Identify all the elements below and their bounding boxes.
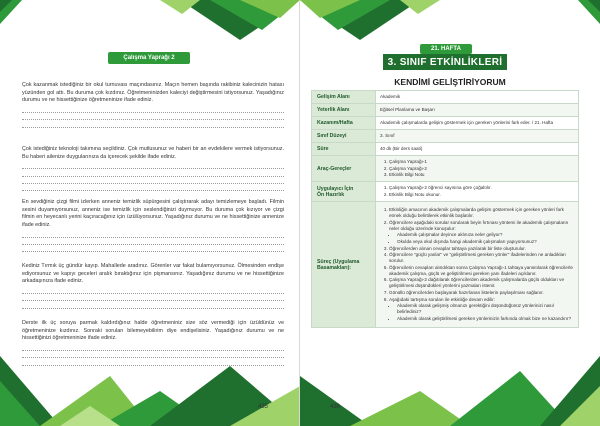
- scenario-text: Çok istediğiniz teknoloji takımına seçildiniz. Çok mutlusunuz ve haberi bir an evdekilere vermek istiyorsunuz. Bu haberi ailenize duygularınıza da içerecek şekilde ifade ediniz.: [22, 146, 284, 160]
- table-row: [312, 143, 579, 156]
- row-label: Süre: [312, 143, 376, 156]
- row-label-line: Basamakları):: [317, 264, 352, 271]
- activity-info-table: [311, 90, 579, 328]
- sub-question: • Akademik olarak geliştirilmesi gereken yönlerinizin farkında olmak bize ne kazandırır?: [397, 316, 574, 322]
- table-row: [312, 202, 579, 328]
- row-label-line: Süreç (Uygulama: [317, 258, 360, 265]
- list-item: 1. Çalışma Yaprağı-1: [389, 159, 574, 165]
- bottom-triangle-decoration: [0, 336, 300, 426]
- worksheet-badge: Çalışma Yaprağı 2: [108, 52, 190, 64]
- row-label: [312, 202, 376, 328]
- list-item: 2. Çalışma Yaprağı-2: [389, 166, 574, 172]
- scenario-text: Kediniz Tırmık üç gündür kayıp. Mahallede aradınız. Görenler var fakat bulamıyorsunuz. Ölmesinden endişe ediyorsunuz ve kapıyı geceleri aralık bıraktığınız için pişmansınız. Yaşadığınız durumu ve ne hissettiğinize arkadaşınıza ifade ediniz.: [22, 263, 284, 285]
- scenario-text: En sevdiğiniz çizgi filmi izlerken anneniz temizlik süpürgesini çalıştırarak adayı temizlemeye başladı. Filmin sesini duyamıyorsunuz, anneniz ise temizlik için seslendiğinizi duymuyor. Bu duruma çok kızıyor ve çizgi filmin en heyecanlı yerini kaçıracağınız için üzülüyorsunuz. Yaşadığınız durumu ve ne hissettiğinize annenize ifade ediniz.: [22, 199, 284, 228]
- row-label: Sınıf Düzeyi: [312, 130, 376, 143]
- answer-lines[interactable]: [22, 106, 284, 128]
- row-label: Gelişim Alanı: [312, 91, 376, 104]
- row-label: Araç-Gereçler: [312, 156, 376, 182]
- row-label-line: Uygulayıcı İçin: [317, 185, 354, 192]
- process-step: [389, 297, 574, 322]
- page-number-right: 436: [330, 404, 341, 410]
- list-item: 1. Çalışma Yaprağı-2 öğrenci sayısına göre çoğaltılır.: [389, 185, 574, 191]
- answer-lines[interactable]: [22, 287, 284, 309]
- activity-subtitle: KENDİMİ GELİŞTİRİYORUM: [394, 77, 506, 87]
- step-text: Öğrencilere "güçlü yanlar" ve "geliştirilmesi gereken yönler" ifadelerinden ne anladıkları sorulur.: [389, 252, 566, 264]
- process-step: [389, 277, 574, 289]
- scenario-4: [22, 263, 284, 309]
- row-label: [312, 182, 376, 202]
- process-step: [389, 290, 574, 296]
- row-value: 3. Sınıf: [376, 130, 579, 143]
- scenario-2: [22, 146, 284, 191]
- scenario-1: [22, 82, 284, 128]
- process-step: [389, 207, 574, 219]
- page-number-left: 435: [258, 404, 269, 410]
- scenario-text: Derste ilk üç soruya parmak kaldırdığınız halde öğretmeniniz size söz vermediği için üzüldünüz ve öğretmeninize kızdınız. Sonraki soruları bilemeyebilirim diye endişelisiniz. Yaşadığınız durumu ve ne hissettiğinizi öğretmeninize ifade ediniz.: [22, 320, 284, 342]
- table-row: [312, 182, 579, 202]
- step-text: Çalışma Yaprağı-2 dağıtılarak öğrencilerden akademik çalışmalarda güçlü oldukları ve geliştirilmesi düşündükleri yönlerini yazmaları istenir.: [389, 277, 564, 289]
- step-text: Öğrencilere aşağıdaki sorular sorularak beyin fırtınası yöntemi ile akademik çalışmaların neler olduğu üzerinde konuşulur:: [389, 219, 569, 231]
- scenario-text: Çok kazanmak istediğiniz bir okul turnuvası maçındasınız. Maçın hemen başında rakibiniz kalecinizin hatası yüzünden gol attı. Bu duruma çok kızdınız. Öğretmeninizden kaleciyi değiştirmesini istiyorsunuz. Yaşadığınız durumu ve ne hissettiğinize öğretmeninize ifade ediniz.: [22, 82, 284, 104]
- process-step: [389, 246, 574, 252]
- top-triangle-decoration-right: [300, 0, 600, 46]
- step-text: Etkinliğin amacının akademik çalışmalarda gelişim göstermek için gereken yönleri fark etmek olduğu belirtilerek etkinlik başlatılır.: [389, 207, 564, 219]
- materials-list: [376, 156, 579, 182]
- sub-question: • Akademik çalışmalar deyince aklınıza neler geliyor?: [397, 232, 574, 238]
- row-label: Kazanım/Hafta: [312, 117, 376, 130]
- process-step: [389, 220, 574, 245]
- preparation-list: [376, 182, 579, 202]
- answer-lines[interactable]: [22, 162, 284, 191]
- row-value: Akademik çalışmalarda gelişim göstermek için gereken yönlerini fark eder. / 21. Hafta: [376, 117, 579, 130]
- scenario-3: [22, 199, 284, 252]
- step-text: Aşağıdaki tartışma soruları ile etkinliğe devam edilir:: [389, 296, 495, 302]
- row-value: 40 dk (Bir ders saati): [376, 143, 579, 156]
- activity-title-banner: 3. SINIF ETKİNLİKLERİ: [383, 54, 507, 70]
- top-triangle-decoration: [0, 0, 300, 46]
- sub-question: • Okulda veya okul dışında hangi akademik çalışmaları yapıyorsunuz?: [397, 239, 574, 245]
- process-step: [389, 252, 574, 264]
- table-row: [312, 117, 579, 130]
- table-row: [312, 91, 579, 104]
- bottom-triangle-decoration-right: [300, 336, 600, 426]
- row-value: Akademik: [376, 91, 579, 104]
- week-badge: 21. HAFTA: [420, 44, 472, 54]
- row-label: Yeterlik Alanı: [312, 104, 376, 117]
- answer-lines[interactable]: [22, 230, 284, 252]
- process-steps: [376, 202, 579, 328]
- list-item: 2. Etkinlik Bilgi Notu okunur.: [389, 192, 574, 198]
- step-text: Öğrencilerin cevapları alındıktan sonra Çalışma Yaprağı-1 tahtaya yansıtılarak öğrencilerle akademik çalışma, güçlü ve geliştirilmesi gereken yanı ifadeleri açıklanır.: [389, 264, 573, 276]
- process-step: [389, 265, 574, 277]
- table-row: [312, 156, 579, 182]
- table-row: [312, 130, 579, 143]
- list-item: 3. Etkinlik Bilgi Notu: [389, 172, 574, 178]
- row-label-line: Ön Hazırlık: [317, 191, 345, 198]
- row-value: Eğitsel Planlama ve Başarı: [376, 104, 579, 117]
- step-text: Öğrencilerden alınan cevaplar tahtaya yazılarak bir liste oluşturulur.: [389, 245, 526, 251]
- table-row: [312, 104, 579, 117]
- step-text: Gönüllü öğrencilerden başlayarak hazırlanan listelerin paylaşılması sağlanır.: [389, 289, 544, 295]
- sub-question: • Akademik olarak gelişmiş olmanızı gerektiğini düşündüğünüz yönlerinizi nasıl belirlediniz?: [397, 303, 574, 315]
